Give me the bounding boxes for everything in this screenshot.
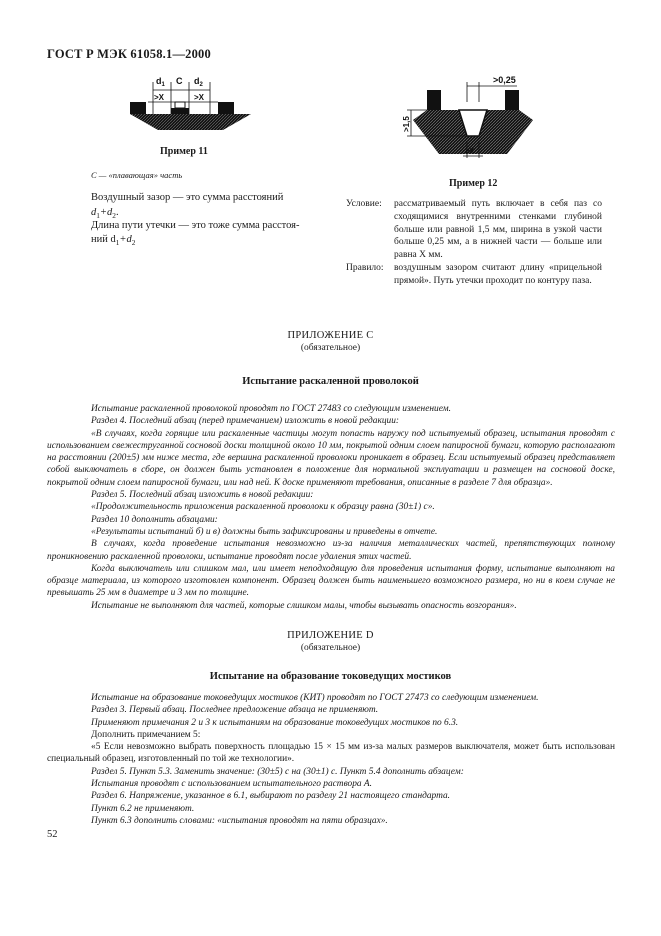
figure-12-condition	[346, 198, 602, 262]
figure-12-rule	[346, 262, 602, 288]
paragraph: Пункт 6.3 дополнить словами: «испытания проводят на пяти образцах».	[91, 815, 388, 826]
paragraph: «Результаты испытаний б) и в) должны быть зафиксированы и приведены в отчете.	[91, 526, 438, 537]
fig11-label-d1: $d_1$	[156, 76, 165, 88]
paragraph: Испытание на образование токоведущих мостиков (КИТ) проводят по ГОСТ 27473 со следующим изменением.	[91, 693, 539, 703]
figure-11-note: C — «плавающая» часть	[91, 170, 183, 180]
page-number: 52	[47, 829, 58, 840]
fig11-label-gtx-right: >X	[194, 93, 205, 102]
figure-11-text-1b: $d_1+d_2$.	[91, 207, 119, 220]
paragraph: Пункт 6.2 не применяют.	[91, 803, 195, 814]
appendix-c-body	[47, 403, 615, 612]
figure-11-caption: Пример 11	[160, 146, 208, 157]
paragraph: Раздел 10 дополнить абзацами:	[91, 514, 218, 525]
figure-12-caption: Пример 12	[449, 178, 498, 189]
paragraph: Раздел 6. Напряжение, указанное в 6.1, выбирают по разделу 21 настоящего стандарта.	[91, 791, 451, 802]
appendix-d-body	[47, 692, 615, 827]
figure-11-text-2: Длина пути утечки — это тоже сумма расстоя-	[91, 220, 300, 231]
paragraph: «В случаях, когда горящие или раскаленные частицы могут попасть наружу под испытуемый образец, испытания проводят с использованием свежеструганной сосновой доски толщиной около 10 мм, покрытой одним слоем папиросной бумаги, которую располагают на расстоянии (200±5) мм ниже места, где вершина раскаленной проволоки проникает в образец. Если испытуемый образец представляет собой выключатель в сборе, он должен быть установлен в положение для нормальной эксплуатации и размещен на сосновой доске, покрытой одним слоем папиросной бумаги, или над ней. К доске применяют требования, описанные в разделе 7 для образца».	[47, 428, 615, 488]
paragraph: Раздел 4. Последний абзац (перед примечанием) изложить в новой редакции:	[91, 416, 400, 427]
paragraph: В случаях, когда проведение испытания невозможно из-за наличия металлических частей, препятствующих полному проникновению раскаленной проволоки, испытание проводят после удаления этих частей.	[47, 539, 615, 562]
figure-11-text-2b: ний $d_1+d_2$	[91, 234, 136, 247]
appendix-c-title: ПРИЛОЖЕНИЕ С	[287, 330, 374, 341]
paragraph: Раздел 5. Пункт 5.3. Заменить значение: (30±5) с на (30±1) с. Пункт 5.4 дополнить абзацем:	[91, 766, 464, 777]
rule-label: Правило:	[346, 263, 384, 273]
paragraph: Дополнить примечанием 5:	[91, 729, 201, 740]
paragraph: «Продолжительность приложения раскаленной проволоки к образцу равна (30±1) с».	[91, 502, 435, 513]
figure-11-diagram	[128, 68, 253, 136]
paragraph: Испытания проводят с использованием испытательного раствора А.	[91, 779, 372, 790]
paragraph: Испытание не выполняют для частей, которые слишком малы, чтобы вызывать опасность возгорания».	[91, 600, 517, 611]
paragraph: Раздел 5. Последний абзац изложить в новой редакции:	[91, 490, 314, 501]
paragraph: Когда выключатель или слишком мал, или имеет неподходящую для проведения испытания форму, испытание выполняют на образце материала, из которого изготовлен компонент. Образец должен быть наименьшего возможного размера, но ни в коем случае не превышать 25 мм в диаметре и 3 мм по толщине.	[47, 563, 615, 599]
document-header: ГОСТ Р МЭК 61058.1—2000	[47, 47, 211, 61]
fig11-label-c: C	[176, 76, 183, 86]
fig12-label-bottom: ≥X	[465, 146, 475, 155]
fig12-label-top: >0,25	[493, 75, 516, 85]
appendix-c-subtitle: (обязательное)	[300, 343, 361, 353]
condition-label: Условие:	[346, 199, 382, 209]
figure-12-diagram	[397, 72, 547, 170]
appendix-c-heading: Испытание раскаленной проволокой	[242, 376, 419, 387]
appendix-d-heading: Испытание на образование токоведущих мостиков	[209, 671, 452, 682]
appendix-d-subtitle: (обязательное)	[300, 643, 361, 653]
fig11-label-d2: $d_2$	[194, 76, 203, 88]
fig12-label-side: >1,5	[402, 116, 411, 132]
rule-text: воздушным зазором считают длину «прицельной прямой». Путь утечки проходит по контуру паза.	[394, 263, 602, 286]
paragraph: Применяют примечания 2 и 3 к испытаниям на образование токоведущих мостиков по 6.3.	[91, 717, 459, 728]
condition-text: рассматриваемый путь включает в себя паз со сходящимися внутренними стенками глубиной больше или равной 1,5 мм, ширина в узкой части больше 0,25 мм, а в нижней части — больше или равна X мм.	[394, 199, 602, 261]
paragraph: Испытание раскаленной проволокой проводят по ГОСТ 27483 со следующим изменением.	[91, 404, 451, 414]
fig11-label-gtx-left: >X	[154, 93, 165, 102]
paragraph: «5 Если невозможно выбрать поверхность площадью 15 × 15 мм из-за малых размеров выключателя, может быть использован специальный образец, изготовленный по той же технологии».	[47, 742, 615, 765]
figure-11-text-1: Воздушный зазор — это сумма расстояний	[91, 192, 284, 203]
appendix-d-title: ПРИЛОЖЕНИЕ D	[287, 630, 374, 641]
paragraph: Раздел 3. Первый абзац. Последнее предложение абзаца не применяют.	[91, 705, 379, 716]
